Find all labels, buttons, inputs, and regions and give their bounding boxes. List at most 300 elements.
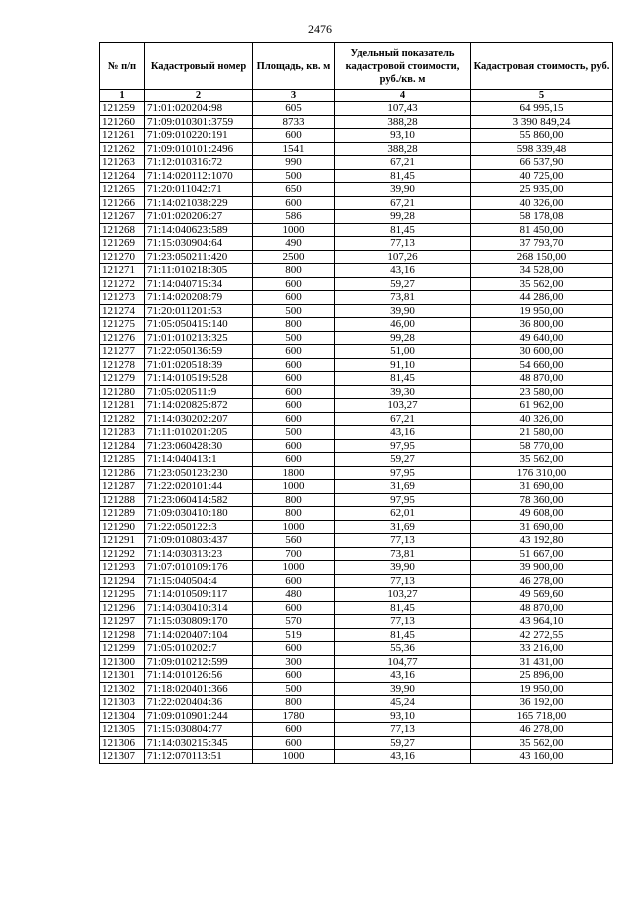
unit-rate-cell: 107,26 — [335, 250, 471, 264]
unit-rate-cell: 51,00 — [335, 345, 471, 359]
row-number-cell: 121270 — [100, 250, 145, 264]
table-row — [100, 426, 613, 440]
row-number-cell: 121260 — [100, 115, 145, 129]
row-number-cell: 121290 — [100, 520, 145, 534]
unit-rate-cell: 67,21 — [335, 196, 471, 210]
table-row — [100, 331, 613, 345]
cadastral-value-cell: 3 390 849,24 — [471, 115, 613, 129]
unit-rate-cell: 43,16 — [335, 750, 471, 764]
unit-rate-cell: 103,27 — [335, 588, 471, 602]
cadastral-value-cell: 49 640,00 — [471, 331, 613, 345]
cadastral-value-cell: 48 870,00 — [471, 372, 613, 386]
area-cell: 600 — [253, 385, 335, 399]
table-row — [100, 723, 613, 737]
table-row — [100, 264, 613, 278]
table-row — [100, 129, 613, 143]
area-cell: 600 — [253, 345, 335, 359]
column-number: 5 — [471, 90, 613, 102]
table-row — [100, 655, 613, 669]
cadastral-value-cell: 25 896,00 — [471, 669, 613, 683]
table-row — [100, 196, 613, 210]
cadastral-number-cell: 71:14:020112:1070 — [145, 169, 253, 183]
area-cell: 1800 — [253, 466, 335, 480]
area-cell: 600 — [253, 574, 335, 588]
unit-rate-cell: 77,13 — [335, 615, 471, 629]
area-cell: 600 — [253, 372, 335, 386]
cadastral-number-cell: 71:09:010301:3759 — [145, 115, 253, 129]
table-row — [100, 534, 613, 548]
cadastral-value-cell: 46 278,00 — [471, 723, 613, 737]
row-number-cell: 121273 — [100, 291, 145, 305]
area-cell: 1000 — [253, 480, 335, 494]
row-number-cell: 121280 — [100, 385, 145, 399]
cadastral-number-cell: 71:23:050123:230 — [145, 466, 253, 480]
area-cell: 500 — [253, 304, 335, 318]
area-cell: 500 — [253, 426, 335, 440]
row-number-cell: 121301 — [100, 669, 145, 683]
area-cell: 800 — [253, 318, 335, 332]
cadastral-number-cell: 71:23:060414:582 — [145, 493, 253, 507]
cadastral-value-cell: 48 870,00 — [471, 601, 613, 615]
area-cell: 600 — [253, 601, 335, 615]
unit-rate-cell: 388,28 — [335, 115, 471, 129]
cadastral-value-cell: 31 431,00 — [471, 655, 613, 669]
cadastral-value-cell: 46 278,00 — [471, 574, 613, 588]
table-row — [100, 372, 613, 386]
unit-rate-cell: 93,10 — [335, 709, 471, 723]
cadastral-value-cell: 23 580,00 — [471, 385, 613, 399]
unit-rate-cell: 39,30 — [335, 385, 471, 399]
column-number: 1 — [100, 90, 145, 102]
cadastral-number-cell: 71:09:010901:244 — [145, 709, 253, 723]
cadastral-value-cell: 19 950,00 — [471, 682, 613, 696]
area-cell: 990 — [253, 156, 335, 170]
cadastral-value-cell: 66 537,90 — [471, 156, 613, 170]
row-number-cell: 121286 — [100, 466, 145, 480]
cadastral-number-cell: 71:14:010126:56 — [145, 669, 253, 683]
row-number-cell: 121275 — [100, 318, 145, 332]
unit-rate-cell: 93,10 — [335, 129, 471, 143]
unit-rate-cell: 77,13 — [335, 534, 471, 548]
unit-rate-cell: 103,27 — [335, 399, 471, 413]
row-number-cell: 121267 — [100, 210, 145, 224]
cadastral-number-cell: 71:15:030809:170 — [145, 615, 253, 629]
unit-rate-cell: 97,95 — [335, 466, 471, 480]
area-cell: 570 — [253, 615, 335, 629]
cadastral-number-cell: 71:14:040413:1 — [145, 453, 253, 467]
cadastral-value-cell: 49 608,00 — [471, 507, 613, 521]
unit-rate-cell: 77,13 — [335, 237, 471, 251]
table-row — [100, 439, 613, 453]
table-row — [100, 588, 613, 602]
area-cell: 500 — [253, 169, 335, 183]
cadastral-value-cell: 43 192,80 — [471, 534, 613, 548]
area-cell: 8733 — [253, 115, 335, 129]
area-cell: 519 — [253, 628, 335, 642]
table-row — [100, 345, 613, 359]
cadastral-value-cell: 33 216,00 — [471, 642, 613, 656]
area-cell: 600 — [253, 723, 335, 737]
row-number-cell: 121282 — [100, 412, 145, 426]
cadastral-value-cell: 49 569,60 — [471, 588, 613, 602]
row-number-cell: 121281 — [100, 399, 145, 413]
area-cell: 800 — [253, 696, 335, 710]
cadastral-value-cell: 25 935,00 — [471, 183, 613, 197]
cadastral-number-cell: 71:14:020825:872 — [145, 399, 253, 413]
cadastral-number-cell: 71:14:020407:104 — [145, 628, 253, 642]
cadastral-value-cell: 64 995,15 — [471, 102, 613, 116]
cadastral-value-cell: 31 690,00 — [471, 520, 613, 534]
table-row — [100, 709, 613, 723]
row-number-cell: 121296 — [100, 601, 145, 615]
cadastral-number-cell: 71:14:030410:314 — [145, 601, 253, 615]
cadastral-value-cell: 55 860,00 — [471, 129, 613, 143]
row-number-cell: 121268 — [100, 223, 145, 237]
table-row — [100, 628, 613, 642]
unit-rate-cell: 31,69 — [335, 480, 471, 494]
unit-rate-cell: 43,16 — [335, 426, 471, 440]
area-cell: 560 — [253, 534, 335, 548]
cadastral-value-cell: 43 160,00 — [471, 750, 613, 764]
row-number-cell: 121276 — [100, 331, 145, 345]
row-number-cell: 121293 — [100, 561, 145, 575]
table-row — [100, 277, 613, 291]
cadastral-value-cell: 42 272,55 — [471, 628, 613, 642]
row-number-cell: 121265 — [100, 183, 145, 197]
cadastral-value-cell: 81 450,00 — [471, 223, 613, 237]
cadastral-number-cell: 71:05:010202:7 — [145, 642, 253, 656]
unit-rate-cell: 97,95 — [335, 439, 471, 453]
cadastral-value-cell: 61 962,00 — [471, 399, 613, 413]
unit-rate-cell: 45,24 — [335, 696, 471, 710]
cadastral-number-cell: 71:15:040504:4 — [145, 574, 253, 588]
cadastral-number-cell: 71:01:010213:325 — [145, 331, 253, 345]
unit-rate-cell: 59,27 — [335, 453, 471, 467]
header-area: Площадь, кв. м — [253, 43, 335, 90]
unit-rate-cell: 99,28 — [335, 331, 471, 345]
row-number-cell: 121285 — [100, 453, 145, 467]
area-cell: 600 — [253, 669, 335, 683]
unit-rate-cell: 104,77 — [335, 655, 471, 669]
cadastral-number-cell: 71:14:030313:23 — [145, 547, 253, 561]
cadastral-number-cell: 71:14:040623:589 — [145, 223, 253, 237]
cadastral-value-cell: 34 528,00 — [471, 264, 613, 278]
cadastral-value-cell: 40 326,00 — [471, 196, 613, 210]
table-row — [100, 412, 613, 426]
unit-rate-cell: 59,27 — [335, 277, 471, 291]
cadastral-number-cell: 71:14:040715:34 — [145, 277, 253, 291]
cadastral-number-cell: 71:07:010109:176 — [145, 561, 253, 575]
table-row — [100, 601, 613, 615]
row-number-cell: 121262 — [100, 142, 145, 156]
table-row — [100, 736, 613, 750]
cadastral-number-cell: 71:01:020518:39 — [145, 358, 253, 372]
area-cell: 800 — [253, 493, 335, 507]
area-cell: 480 — [253, 588, 335, 602]
table-row — [100, 183, 613, 197]
cadastral-number-cell: 71:22:020101:44 — [145, 480, 253, 494]
row-number-cell: 121298 — [100, 628, 145, 642]
area-cell: 1780 — [253, 709, 335, 723]
area-cell: 586 — [253, 210, 335, 224]
table-row — [100, 318, 613, 332]
cadastral-value-cell: 176 310,00 — [471, 466, 613, 480]
unit-rate-cell: 99,28 — [335, 210, 471, 224]
table-row — [100, 156, 613, 170]
row-number-cell: 121277 — [100, 345, 145, 359]
table-row — [100, 399, 613, 413]
row-number-cell: 121274 — [100, 304, 145, 318]
table-row — [100, 142, 613, 156]
table-row — [100, 210, 613, 224]
table-row — [100, 520, 613, 534]
cadastral-number-cell: 71:18:020401:366 — [145, 682, 253, 696]
area-cell: 1000 — [253, 520, 335, 534]
cadastral-value-cell: 598 339,48 — [471, 142, 613, 156]
cadastral-value-cell: 58 770,00 — [471, 439, 613, 453]
row-number-cell: 121283 — [100, 426, 145, 440]
cadastral-number-cell: 71:12:010316:72 — [145, 156, 253, 170]
table-row — [100, 507, 613, 521]
area-cell: 2500 — [253, 250, 335, 264]
row-number-cell: 121297 — [100, 615, 145, 629]
cadastral-number-cell: 71:14:020208:79 — [145, 291, 253, 305]
row-number-cell: 121304 — [100, 709, 145, 723]
unit-rate-cell: 81,45 — [335, 601, 471, 615]
row-number-cell: 121272 — [100, 277, 145, 291]
table-row — [100, 385, 613, 399]
column-number: 3 — [253, 90, 335, 102]
row-number-cell: 121279 — [100, 372, 145, 386]
row-number-cell: 121305 — [100, 723, 145, 737]
area-cell: 1000 — [253, 223, 335, 237]
unit-rate-cell: 39,90 — [335, 304, 471, 318]
area-cell: 600 — [253, 453, 335, 467]
cadastral-value-cell: 30 600,00 — [471, 345, 613, 359]
area-cell: 600 — [253, 358, 335, 372]
cadastral-number-cell: 71:15:030904:64 — [145, 237, 253, 251]
table-row — [100, 682, 613, 696]
cadastral-number-cell: 71:22:050136:59 — [145, 345, 253, 359]
unit-rate-cell: 81,45 — [335, 372, 471, 386]
cadastral-value-cell: 44 286,00 — [471, 291, 613, 305]
header-row-number: № п/п — [100, 43, 145, 90]
unit-rate-cell: 39,90 — [335, 561, 471, 575]
page-number: 2476 — [308, 22, 332, 36]
cadastral-number-cell: 71:05:020511:9 — [145, 385, 253, 399]
unit-rate-cell: 91,10 — [335, 358, 471, 372]
unit-rate-cell: 43,16 — [335, 264, 471, 278]
cadastral-number-cell: 71:14:010519:528 — [145, 372, 253, 386]
cadastral-value-cell: 43 964,10 — [471, 615, 613, 629]
area-cell: 600 — [253, 277, 335, 291]
area-cell: 600 — [253, 412, 335, 426]
area-cell: 650 — [253, 183, 335, 197]
cadastral-number-cell: 71:20:011042:71 — [145, 183, 253, 197]
table-row — [100, 358, 613, 372]
area-cell: 600 — [253, 399, 335, 413]
row-number-cell: 121259 — [100, 102, 145, 116]
table-row — [100, 237, 613, 251]
cadastral-value-cell: 58 178,08 — [471, 210, 613, 224]
cadastral-number-cell: 71:23:060428:30 — [145, 439, 253, 453]
cadastral-number-cell: 71:09:030410:180 — [145, 507, 253, 521]
cadastral-number-cell: 71:23:050211:420 — [145, 250, 253, 264]
header-cadastral-number: Кадастровый номер — [145, 43, 253, 90]
area-cell: 1541 — [253, 142, 335, 156]
cadastral-value-cell: 35 562,00 — [471, 736, 613, 750]
cadastral-value-cell: 31 690,00 — [471, 480, 613, 494]
area-cell: 600 — [253, 642, 335, 656]
cadastral-number-cell: 71:20:011201:53 — [145, 304, 253, 318]
cadastral-value-cell: 39 900,00 — [471, 561, 613, 575]
unit-rate-cell: 81,45 — [335, 628, 471, 642]
row-number-cell: 121303 — [100, 696, 145, 710]
cadastral-value-table — [99, 42, 613, 764]
cadastral-value-cell: 54 660,00 — [471, 358, 613, 372]
cadastral-value-cell: 40 725,00 — [471, 169, 613, 183]
unit-rate-cell: 77,13 — [335, 574, 471, 588]
unit-rate-cell: 67,21 — [335, 156, 471, 170]
cadastral-number-cell: 71:15:030804:77 — [145, 723, 253, 737]
cadastral-number-cell: 71:05:050415:140 — [145, 318, 253, 332]
row-number-cell: 121271 — [100, 264, 145, 278]
area-cell: 1000 — [253, 561, 335, 575]
table-header-row — [100, 43, 613, 90]
table-row — [100, 169, 613, 183]
unit-rate-cell: 107,43 — [335, 102, 471, 116]
cadastral-value-cell: 51 667,00 — [471, 547, 613, 561]
unit-rate-cell: 81,45 — [335, 223, 471, 237]
cadastral-number-cell: 71:09:010803:437 — [145, 534, 253, 548]
row-number-cell: 121291 — [100, 534, 145, 548]
table-row — [100, 750, 613, 764]
table-row — [100, 642, 613, 656]
unit-rate-cell: 43,16 — [335, 669, 471, 683]
cadastral-value-cell: 36 192,00 — [471, 696, 613, 710]
cadastral-number-cell: 71:09:010220:191 — [145, 129, 253, 143]
header-unit-rate: Удельный показатель кадастровой стоимости, руб./кв. м — [335, 43, 471, 90]
column-number: 4 — [335, 90, 471, 102]
area-cell: 800 — [253, 264, 335, 278]
unit-rate-cell: 31,69 — [335, 520, 471, 534]
cadastral-number-cell: 71:01:020204:98 — [145, 102, 253, 116]
area-cell: 300 — [253, 655, 335, 669]
table-row — [100, 291, 613, 305]
table-body — [100, 102, 613, 764]
row-number-cell: 121306 — [100, 736, 145, 750]
table-row — [100, 250, 613, 264]
cadastral-number-cell: 71:22:020404:36 — [145, 696, 253, 710]
row-number-cell: 121288 — [100, 493, 145, 507]
area-cell: 600 — [253, 736, 335, 750]
column-number: 2 — [145, 90, 253, 102]
header-cadastral-value: Кадастровая стоимость, руб. — [471, 43, 613, 90]
unit-rate-cell: 46,00 — [335, 318, 471, 332]
unit-rate-cell: 77,13 — [335, 723, 471, 737]
row-number-cell: 121289 — [100, 507, 145, 521]
table-row — [100, 223, 613, 237]
unit-rate-cell: 73,81 — [335, 291, 471, 305]
row-number-cell: 121295 — [100, 588, 145, 602]
cadastral-value-cell: 36 800,00 — [471, 318, 613, 332]
area-cell: 600 — [253, 439, 335, 453]
cadastral-number-cell: 71:12:070113:51 — [145, 750, 253, 764]
cadastral-value-cell: 165 718,00 — [471, 709, 613, 723]
column-number-row — [100, 90, 613, 102]
cadastral-number-cell: 71:22:050122:3 — [145, 520, 253, 534]
cadastral-number-cell: 71:14:030215:345 — [145, 736, 253, 750]
area-cell: 1000 — [253, 750, 335, 764]
cadastral-number-cell: 71:09:010212:599 — [145, 655, 253, 669]
area-cell: 600 — [253, 129, 335, 143]
table-row — [100, 466, 613, 480]
unit-rate-cell: 39,90 — [335, 183, 471, 197]
unit-rate-cell: 81,45 — [335, 169, 471, 183]
area-cell: 500 — [253, 682, 335, 696]
unit-rate-cell: 388,28 — [335, 142, 471, 156]
row-number-cell: 121302 — [100, 682, 145, 696]
unit-rate-cell: 97,95 — [335, 493, 471, 507]
cadastral-value-cell: 268 150,00 — [471, 250, 613, 264]
cadastral-number-cell: 71:01:020206:27 — [145, 210, 253, 224]
cadastral-number-cell: 71:14:021038:229 — [145, 196, 253, 210]
table-row — [100, 696, 613, 710]
row-number-cell: 121284 — [100, 439, 145, 453]
unit-rate-cell: 39,90 — [335, 682, 471, 696]
area-cell: 500 — [253, 331, 335, 345]
area-cell: 600 — [253, 196, 335, 210]
cadastral-number-cell: 71:09:010101:2496 — [145, 142, 253, 156]
cadastral-value-cell: 40 326,00 — [471, 412, 613, 426]
unit-rate-cell: 62,01 — [335, 507, 471, 521]
cadastral-value-cell: 78 360,00 — [471, 493, 613, 507]
cadastral-value-cell: 35 562,00 — [471, 277, 613, 291]
table-row — [100, 547, 613, 561]
area-cell: 605 — [253, 102, 335, 116]
row-number-cell: 121307 — [100, 750, 145, 764]
unit-rate-cell: 55,36 — [335, 642, 471, 656]
cadastral-number-cell: 71:14:030202:207 — [145, 412, 253, 426]
table-row — [100, 615, 613, 629]
area-cell: 600 — [253, 291, 335, 305]
area-cell: 700 — [253, 547, 335, 561]
cadastral-value-cell: 37 793,70 — [471, 237, 613, 251]
row-number-cell: 121263 — [100, 156, 145, 170]
table-row — [100, 453, 613, 467]
table-row — [100, 304, 613, 318]
unit-rate-cell: 67,21 — [335, 412, 471, 426]
row-number-cell: 121266 — [100, 196, 145, 210]
area-cell: 490 — [253, 237, 335, 251]
row-number-cell: 121300 — [100, 655, 145, 669]
table-row — [100, 561, 613, 575]
row-number-cell: 121299 — [100, 642, 145, 656]
cadastral-number-cell: 71:14:010509:117 — [145, 588, 253, 602]
table-row — [100, 493, 613, 507]
table-row — [100, 115, 613, 129]
row-number-cell: 121294 — [100, 574, 145, 588]
table-row — [100, 480, 613, 494]
cadastral-number-cell: 71:11:010201:205 — [145, 426, 253, 440]
table-row — [100, 669, 613, 683]
row-number-cell: 121292 — [100, 547, 145, 561]
cadastral-value-cell: 19 950,00 — [471, 304, 613, 318]
row-number-cell: 121264 — [100, 169, 145, 183]
row-number-cell: 121261 — [100, 129, 145, 143]
unit-rate-cell: 59,27 — [335, 736, 471, 750]
table-row — [100, 574, 613, 588]
